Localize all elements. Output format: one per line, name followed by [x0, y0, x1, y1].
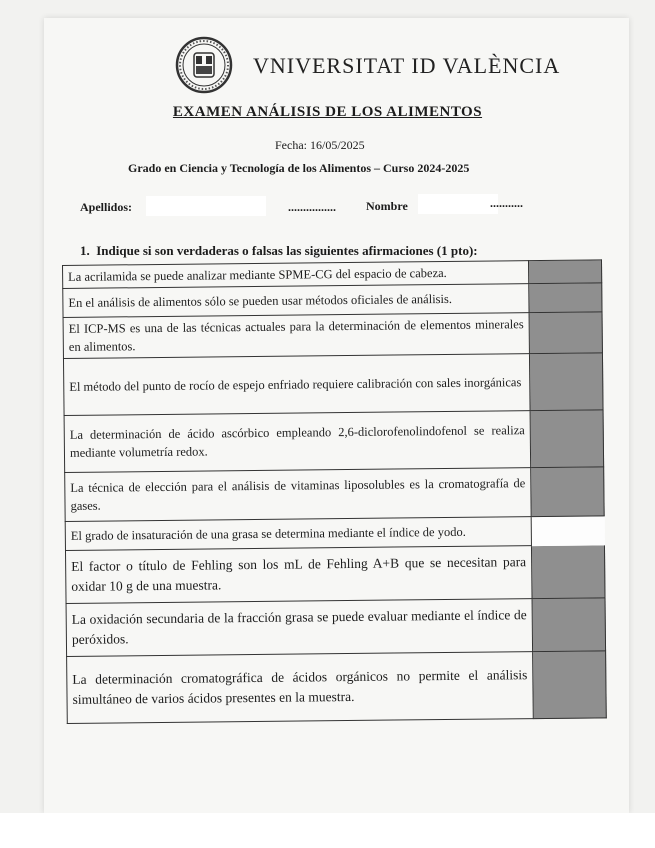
table-row: [65, 545, 605, 604]
statement-text: La oxidación secundaria de la fracción grasa se puede evaluar mediante el índice de peróxidos.: [66, 599, 533, 657]
table-row: [64, 410, 604, 473]
answer-cell[interactable]: [528, 260, 601, 284]
statement-text: El ICP-MS es una de las técnicas actuales para la determinación de elementos minerales en alimentos.: [63, 313, 529, 359]
degree-course: Grado en Ciencia y Tecnología de los Alimentos – Curso 2024-2025: [128, 161, 470, 175]
answer-cell[interactable]: [529, 312, 602, 354]
answer-cell[interactable]: [531, 516, 604, 546]
statement-text: El factor o título de Fehling son los mL de Fehling A+B que se necesitan para oxidar 10 g de una muestra.: [65, 546, 532, 604]
answer-cell[interactable]: [529, 283, 602, 313]
university-seal-icon: [175, 36, 233, 94]
name-label: Nombre: [366, 199, 408, 213]
table-row: [66, 598, 606, 657]
university-header: [175, 36, 561, 92]
statement-text: El método del punto de rocío de espejo enfriado requiere calibración con sales inorgánicas: [63, 354, 530, 416]
answer-cell[interactable]: [531, 467, 605, 517]
surname-dots: ................: [288, 200, 336, 214]
surname-field[interactable]: [146, 196, 266, 216]
question-1-prompt: 1. Indique si son verdaderas o falsas las siguientes afirmaciones (1 pto):: [80, 243, 478, 258]
student-info-line: [80, 196, 560, 220]
bottom-margin: [0, 813, 655, 848]
statement-text: La acrilamida se puede analizar mediante SPME-CG del espacio de cabeza.: [63, 261, 529, 289]
answer-cell[interactable]: [530, 410, 604, 468]
university-name: VNIVERSITAT ID VALÈNCIA: [253, 53, 561, 78]
answer-cell[interactable]: [531, 545, 605, 599]
name-dots: ...........: [490, 196, 523, 210]
surname-label: Apellidos:: [80, 200, 133, 214]
statement-text: En el análisis de alimentos sólo se pueden usar métodos oficiales de análisis.: [63, 284, 529, 318]
statement-text: La determinación cromatográfica de ácidos orgánicos no permite el análisis simultáneo de varios ácidos presentes en la muestra.: [67, 652, 534, 724]
answer-cell[interactable]: [529, 353, 603, 411]
exam-title: EXAMEN ANÁLISIS DE LOS ALIMENTOS: [172, 104, 483, 120]
table-row: [65, 467, 604, 522]
name-field[interactable]: [418, 194, 498, 214]
statement-text: El grado de insaturación de una grasa se determina mediante el índice de yodo.: [65, 517, 531, 551]
true-false-table: [62, 259, 607, 724]
table-row: [63, 312, 602, 359]
statement-text: La técnica de elección para el análisis de vitaminas liposolubles es la cromatografía de gases.: [65, 468, 531, 522]
answer-cell[interactable]: [532, 598, 606, 652]
answer-cell[interactable]: [533, 651, 607, 719]
table-row: [67, 651, 607, 724]
exam-date: Fecha: 16/05/2025: [275, 138, 365, 152]
table-row: [63, 353, 603, 416]
statement-text: La determinación de ácido ascórbico empleando 2,6-diclorofenolindofenol se realiza mediante volumetría redox.: [64, 411, 531, 473]
